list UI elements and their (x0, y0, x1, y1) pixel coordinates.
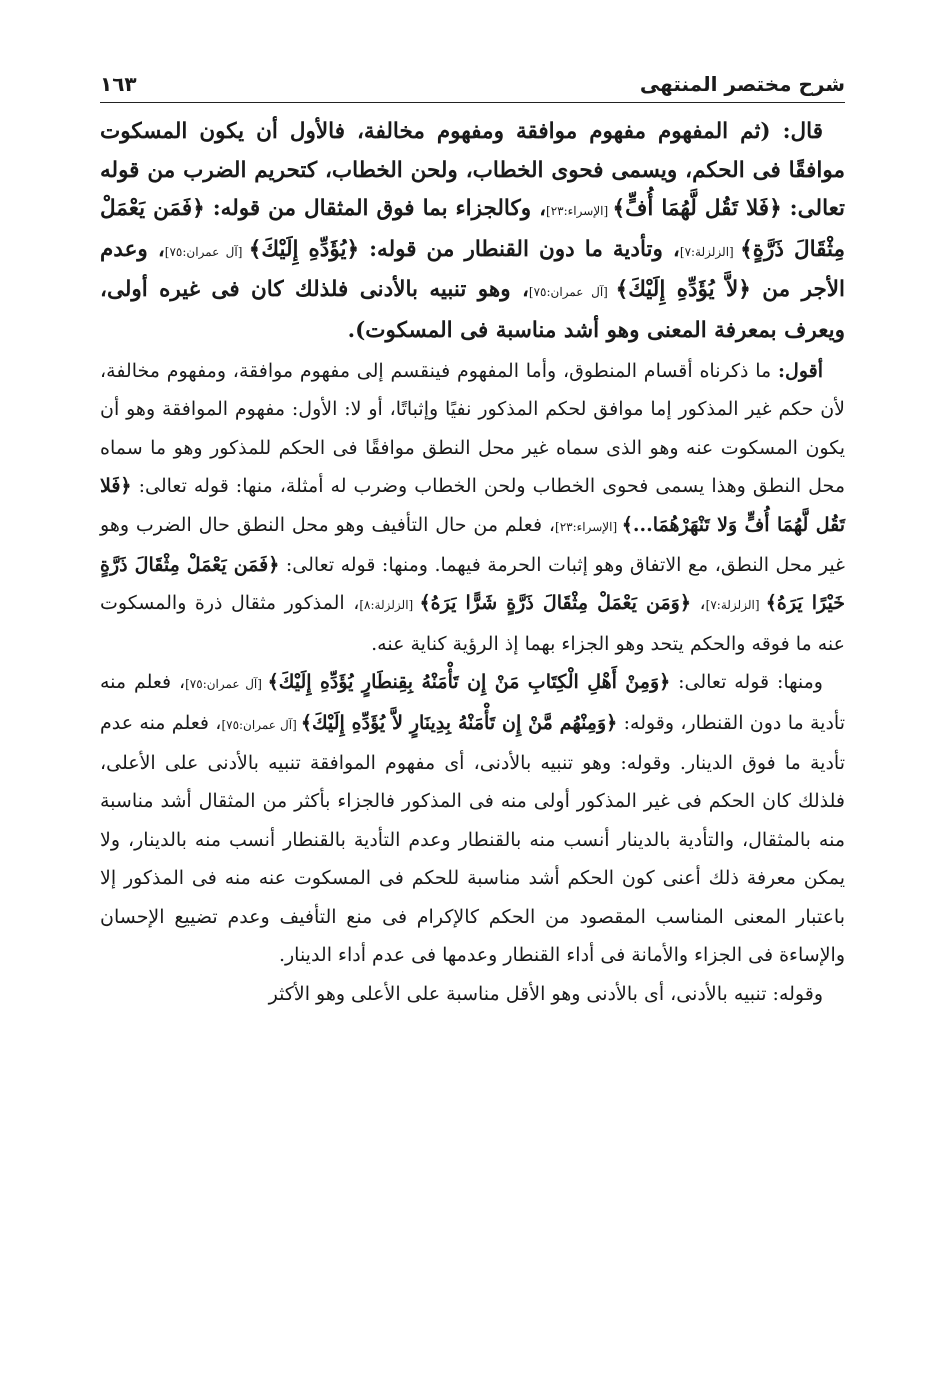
commentary (100, 352, 845, 1013)
commentary-paragraph (100, 663, 845, 974)
matn-text: قال: (ثم المفهوم مفهوم موافقة ومفهوم مخالفة، فالأول أن يكون المسكوت موافقًا فى الحكم، ويسمى فحوى الخطاب، ولحن الخطاب، كتحريم الضرب من قوله تعالى: (100, 119, 845, 221)
running-header (100, 72, 845, 103)
commentary-lead: أقول: (778, 360, 823, 382)
quran-quote: ﴿لاَّ يُؤَدِّهِ إِلَيْكَ﴾ (615, 277, 751, 302)
verse-reference: [آل عمران:٧٥] (528, 285, 616, 299)
verse-reference: [الزلزلة:٨] (359, 598, 420, 613)
quran-quote: ﴿فَلا تَقُل لَّهُمَا أُفٍّ﴾ (612, 196, 782, 221)
commentary-text: ، فعلم من حال التأفيف وهو محل النطق حال الضرب وهو غير محل النطق، مع الاتفاق وهو إثبات الحرمة فيهما. ومنها: قوله تعالى: (100, 513, 845, 577)
quran-quote: ﴿فَمَن يَعْمَلْ مِثْقَالَ ذَرَّةٍ﴾ (100, 196, 846, 262)
matn-text: ، وتأدية ما دون القنطار من قوله: (359, 236, 680, 262)
quran-quote: ﴿وَمَن يَعْمَلْ مِثْقَالَ ذَرَّةٍ شَرًّا يَرَهُ﴾ (419, 592, 691, 615)
verse-reference: [الزلزلة:٧] (679, 244, 741, 259)
commentary-paragraph (100, 975, 845, 1013)
commentary-paragraph (100, 352, 845, 663)
matn-text: ، وكالجزاء بما فوق المثقال من قوله: (204, 196, 547, 221)
matn-text: ، وهو تنبيه بالأدنى فلذلك كان فى غيره أولى، ويعرف بمعرفة المعنى وهو أشد مناسبة فى المسكوت). (100, 277, 845, 343)
quran-quote: ﴿وَمِنْهُم مَّنْ إِن تَأْمَنْهُ بِدِينَارٍ لاَّ يُؤَدِّهِ إِلَيْكَ﴾ (300, 711, 618, 734)
quran-quote: ﴿وَمِنْ أَهْلِ الْكِتَابِ مَنْ إِن تَأْمَنْهُ بِقِنطَارٍ يُؤَدِّهِ إِلَيْكَ﴾ (267, 671, 671, 694)
commentary-text: ، فعلم منه تأدية ما دون القنطار، وقوله: (100, 671, 845, 734)
quran-quote: ﴿فَمَن يَعْمَلْ مِثْقَالَ ذَرَّةٍ خَيْرًا يَرَهُ﴾ (100, 554, 845, 615)
commentary-text: ومنها: قوله تعالى: (670, 671, 823, 694)
commentary-text: ، المذكور مثقال ذرة والمسكوت عنه ما فوقه والحكم يتحد وهو الجزاء بهما إذ الرؤية كناية عنه. (100, 592, 845, 655)
book-title: شرح مختصر المنتهى (639, 72, 845, 96)
book-page (100, 72, 845, 1013)
commentary-text: ، (691, 592, 706, 615)
verse-reference: [الزلزلة:٧] (705, 598, 766, 613)
page-number: ١٦٣ (100, 72, 137, 96)
commentary-text: ما ذكرناه أقسام المنطوق، وأما المفهوم فينقسم إلى مفهوم موافقة، ومفهوم مخالفة، لأن حكم غير المذكور إما موافق لحكم المذكور نفيًا وإثباتًا، أو لا: الأول: مفهوم الموافقة وهو أن يكون المسكوت عنه وهو الذى سماه غير محل النطق موافقًا فى الحكم للمذكور وهو ما سماه محل النطق وهذا يسمى فحوى الخطاب ولحن الخطاب وضرب له أمثلة، منها: قوله تعالى: (100, 360, 845, 498)
verse-reference: [آل عمران:٧٥] (185, 677, 268, 692)
matn-paragraph (100, 113, 845, 350)
commentary-text: وقوله: تنبيه بالأدنى، أى بالأدنى وهو الأقل مناسبة على الأعلى وهو الأكثر (268, 982, 823, 1005)
verse-reference: [الإسراء:٢٣] (555, 519, 622, 534)
verse-reference: [آل عمران:٧٥] (221, 717, 301, 732)
matn-text: ، وعدم الأجر من (100, 236, 845, 302)
verse-reference: [آل عمران:٧٥] (164, 244, 249, 259)
commentary-text: ، فعلم منه عدم تأدية ما فوق الدينار. وقوله: وهو تنبيه بالأدنى، أى مفهوم الموافقة تنبيه بالأدنى على الأعلى، فلذلك كان الحكم فى غير المذكور أولى منه فى المذكور فالجزاء بأكثر من المثقال أشد مناسبة منه بالمثقال، والتأدية بالدينار أنسب منه بالقنطار وعدم التأدية بالقنطار أنسب منه بالدينار، ولا يمكن معرفة ذلك أعنى كون الحكم أشد مناسبة للحكم فى المسكوت عنه منه فى المذكور إلا باعتبار المعنى المناسب المقصود من الحكم كالإكرام فى منع التأفيف وعدم تضييع الإحسان والإساءة فى الجزاء والأمانة فى أداء القنطار وعدمها فى عدم أداء الدينار. (100, 711, 845, 967)
quran-quote: ﴿فَلا تَقُل لَّهُمَا أُفٍّ وَلا تَنْهَرْهُمَا...﴾ (100, 475, 845, 536)
quran-quote: ﴿يُؤَدِّهِ إِلَيْكَ﴾ (248, 236, 360, 262)
verse-reference: [الإسراء:٢٣] (546, 204, 613, 218)
